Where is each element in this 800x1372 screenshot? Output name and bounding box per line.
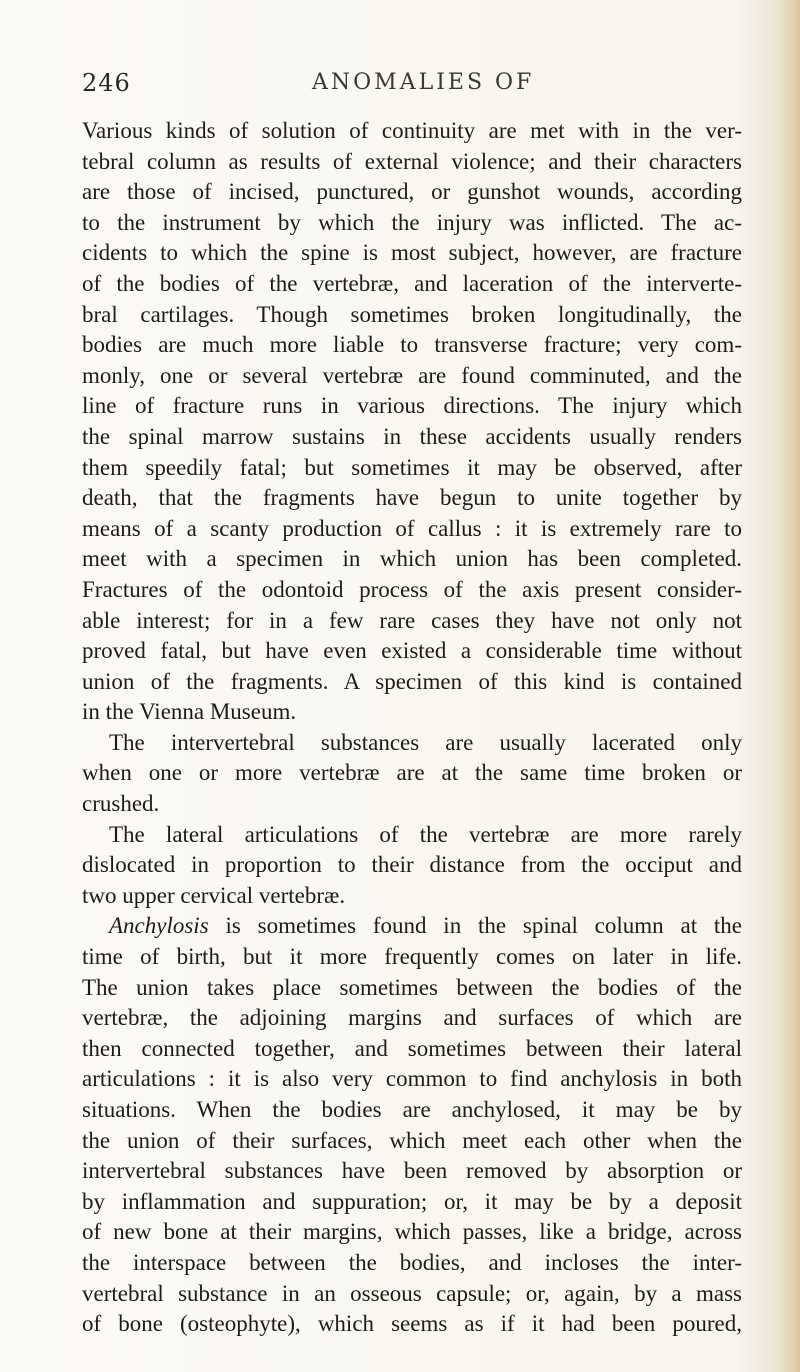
- text-line: the interspace between the bodies, and incloses the inter-: [82, 1249, 742, 1275]
- text-line: crushed.: [82, 791, 160, 817]
- text-line: of new bone at their margins, which passes, like a bridge, across: [82, 1219, 742, 1245]
- text-line: are those of incised, punctured, or gunshot wounds, according: [82, 179, 742, 205]
- text-line: the spinal marrow sustains in these accidents usually renders: [82, 423, 742, 449]
- text-line: Various kinds of solution of continuity are met with in the ver-: [82, 118, 742, 143]
- text-line: means of a scanty production of callus : it is extremely rare to: [82, 515, 742, 541]
- text-line: vertebræ, the adjoining margins and surfaces of which are: [82, 1005, 742, 1031]
- italic-term: Anchylosis: [109, 913, 209, 939]
- text-line: two upper cervical vertebræ.: [82, 882, 346, 908]
- text-line: bodies are much more liable to transverse fracture; very com-: [82, 332, 742, 358]
- text-line: situations. When the bodies are anchylosed, it may be by: [82, 1097, 742, 1122]
- text-line: articulations : it is also very common to find anchylosis in both: [82, 1066, 742, 1092]
- body-text: [82, 116, 742, 1340]
- text-line: monly, one or several vertebræ are found comminuted, and the: [82, 362, 742, 388]
- text-line: [82, 911, 742, 942]
- text-line: able interest; for in a few rare cases they have not only not: [82, 607, 742, 633]
- text-line: proved fatal, but have even existed a considerable time without: [82, 638, 742, 664]
- page-edge-shadow: [778, 0, 800, 1372]
- page-header: [82, 66, 742, 100]
- text-line: tebral column as results of external violence; and their characters: [82, 148, 742, 174]
- text-line: vertebral substance in an osseous capsule; or, again, by a mass: [82, 1280, 742, 1306]
- page-number: 246: [82, 69, 131, 97]
- text-line: meet with a specimen in which union has been completed.: [82, 546, 742, 572]
- text-line: bral cartilages. Though sometimes broken longitudinally, the: [82, 301, 742, 327]
- text-line: in the Vienna Museum.: [82, 699, 297, 725]
- text-line: The intervertebral substances are usually lacerated only: [109, 729, 742, 755]
- text-line-rest: is sometimes found in the spinal column at the: [225, 913, 742, 939]
- text-line: intervertebral substances have been removed by absorption or: [82, 1158, 742, 1184]
- text-line: of bone (osteophyte), which seems as if it had been poured,: [82, 1311, 742, 1337]
- text-line: them speedily fatal; but sometimes it may be observed, after: [82, 454, 742, 480]
- text-line: the union of their surfaces, which meet each other when the: [82, 1127, 742, 1153]
- text-line: to the instrument by which the injury was inflicted. The ac-: [82, 209, 742, 235]
- text-line: line of fracture runs in various directions. The injury which: [82, 393, 742, 419]
- text-line: by inflammation and suppuration; or, it may be by a deposit: [82, 1188, 742, 1214]
- text-line: The lateral articulations of the vertebræ are more rarely: [109, 821, 742, 847]
- text-line: death, that the fragments have begun to unite together by: [82, 485, 742, 511]
- running-head: ANOMALIES OF: [312, 70, 535, 95]
- text-line: union of the fragments. A specimen of this kind is contained: [82, 668, 742, 694]
- text-line: then connected together, and sometimes between their lateral: [82, 1035, 742, 1061]
- text-line: cidents to which the spine is most subject, however, are fracture: [82, 240, 742, 266]
- text-line: The union takes place sometimes between the bodies of the: [82, 974, 742, 1000]
- text-line: dislocated in proportion to their distance from the occiput and: [82, 852, 742, 878]
- text-line: Fractures of the odontoid process of the axis present consider-: [82, 576, 742, 602]
- text-line: of the bodies of the vertebræ, and laceration of the interverte-: [82, 270, 742, 296]
- text-line: when one or more vertebræ are at the same time broken or: [82, 760, 742, 786]
- text-line: time of birth, but it more frequently comes on later in life.: [82, 944, 742, 970]
